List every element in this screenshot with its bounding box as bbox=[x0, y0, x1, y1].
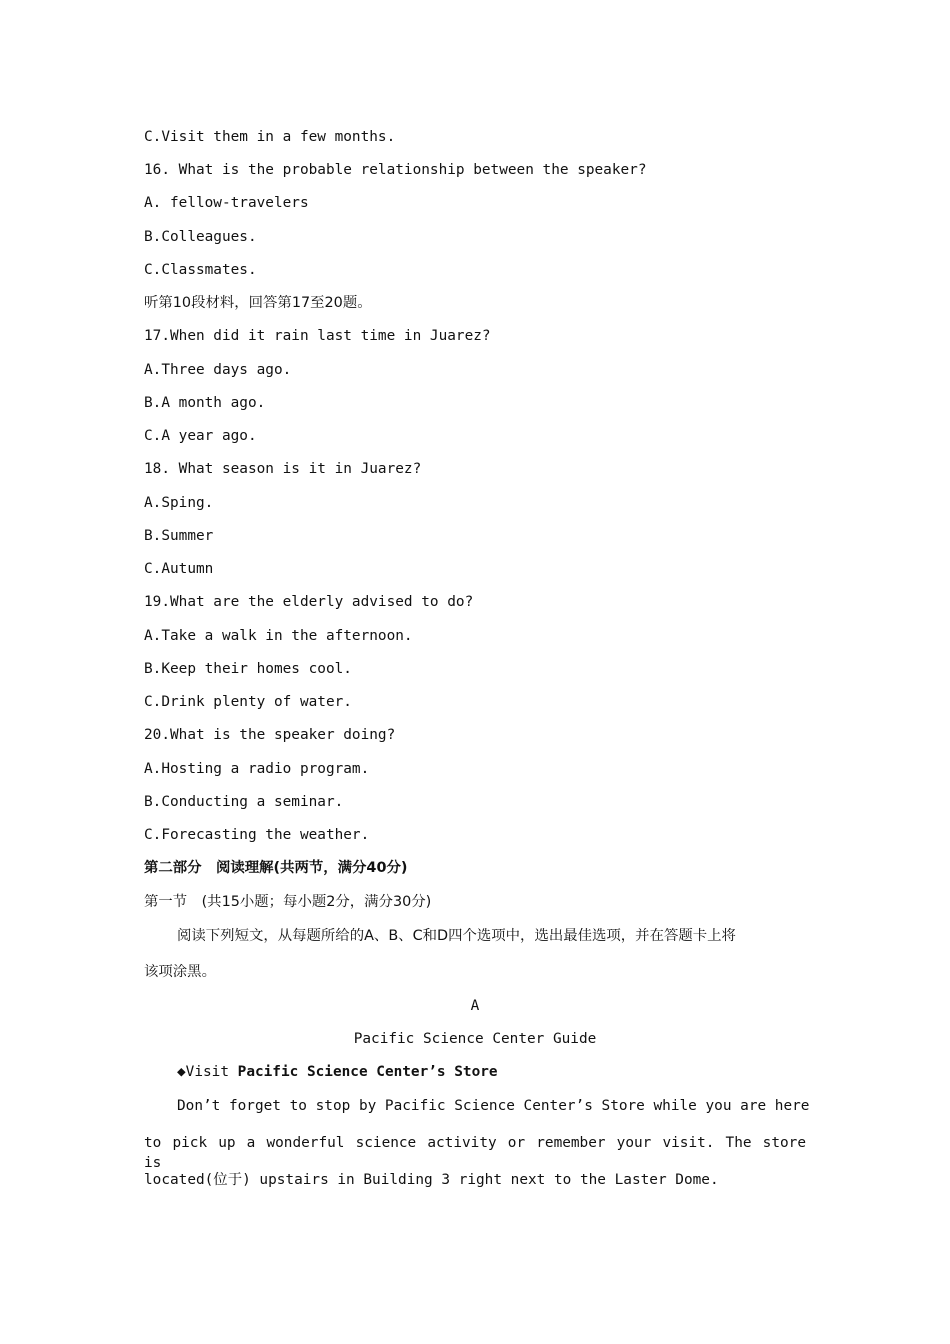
q17-option-c: C.A year ago. bbox=[144, 428, 257, 444]
passage-label: A bbox=[470, 998, 480, 1014]
q19-option-a: A.Take a walk in the afternoon. bbox=[144, 628, 413, 644]
q19-question: 19.What are the elderly advised to do? bbox=[144, 594, 474, 610]
q16-option-b: B.Colleagues. bbox=[144, 229, 257, 245]
store-bullet bbox=[177, 1062, 498, 1082]
q20-question: 20.What is the speaker doing? bbox=[144, 727, 396, 743]
section10-instruction: 听第10段材料，回答第17至20题。 bbox=[144, 295, 372, 311]
q18-option-a: A.Sping. bbox=[144, 495, 214, 511]
part2-instruction-line1: 阅读下列短文，从每题所给的A、B、C和D四个选项中，选出最佳选项，并在答题卡上将 bbox=[177, 928, 736, 944]
q18-option-c: C.Autumn bbox=[144, 561, 214, 577]
q17-option-a: A.Three days ago. bbox=[144, 362, 292, 378]
passage-paragraph-line3: located(位于) upstairs in Building 3 right next to the Laster Dome. bbox=[144, 1172, 719, 1188]
q17-option-b: B.A month ago. bbox=[144, 395, 266, 411]
q18-question: 18. What season is it in Juarez? bbox=[144, 461, 422, 477]
q16-option-a: A. fellow-travelers bbox=[144, 195, 309, 211]
passage-paragraph-line1: Don’t forget to stop by Pacific Science Center’s Store while you are here bbox=[177, 1098, 810, 1114]
store-bullet-prefix: Visit bbox=[185, 1064, 238, 1080]
diamond-bullet-icon: ◆ bbox=[177, 1064, 186, 1080]
q20-option-c: C.Forecasting the weather. bbox=[144, 827, 370, 843]
q18-option-b: B.Summer bbox=[144, 528, 214, 544]
q16-question: 16. What is the probable relationship between the speaker? bbox=[144, 162, 647, 178]
part2-instruction-line2: 该项涂黑。 bbox=[144, 964, 216, 980]
q19-option-c: C.Drink plenty of water. bbox=[144, 694, 352, 710]
q16-option-c: C.Classmates. bbox=[144, 262, 257, 278]
part2-section1: 第一节 (共15小题；每小题2分，满分30分) bbox=[144, 894, 432, 910]
q19-option-b: B.Keep their homes cool. bbox=[144, 661, 352, 677]
q20-option-b: B.Conducting a seminar. bbox=[144, 794, 344, 810]
q17-question: 17.When did it rain last time in Juarez? bbox=[144, 328, 491, 344]
q15-option-c: C.Visit them in a few months. bbox=[144, 129, 396, 145]
store-bullet-name: Pacific Science Center’s Store bbox=[237, 1064, 498, 1080]
q20-option-a: A.Hosting a radio program. bbox=[144, 761, 370, 777]
passage-title: Pacific Science Center Guide bbox=[353, 1031, 597, 1047]
part2-heading: 第二部分 阅读理解(共两节，满分40分) bbox=[144, 860, 408, 876]
passage-paragraph-line2: to pick up a wonderful science activity or remember your visit. The store is bbox=[144, 1135, 806, 1171]
